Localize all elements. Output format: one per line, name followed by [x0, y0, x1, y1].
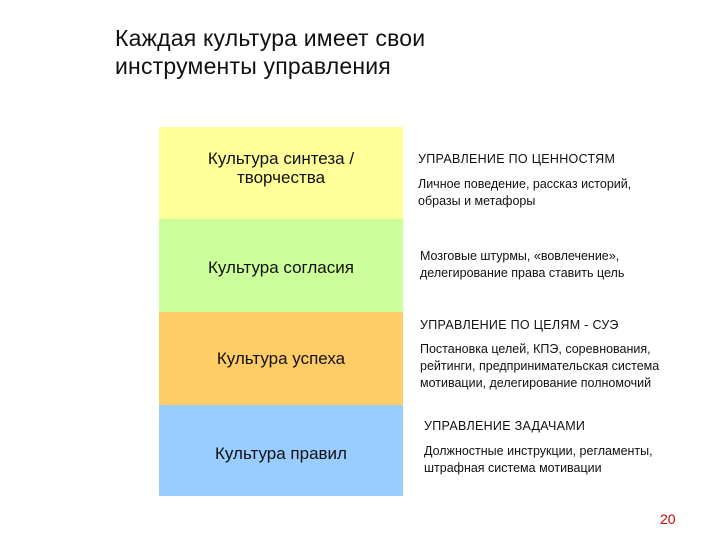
culture-block-success	[159, 312, 403, 405]
goals-text	[420, 341, 659, 392]
values-consent-line-1: Мозговые штурмы, «вовлечение»,	[420, 249, 620, 263]
culture-rules-line-1: Культура правил	[215, 443, 347, 463]
tasks-line-2: штрафная система мотивации	[424, 461, 602, 475]
values-synthesis-line-1: Личное поведение, рассказ историй,	[418, 177, 632, 191]
values-header: УПРАВЛЕНИЕ ПО ЦЕННОСТЯМ	[418, 152, 616, 166]
slide-title-line-2: инструменты управления	[115, 53, 391, 79]
culture-label	[208, 258, 354, 277]
goals-line-2: рейтинги, предпринимательская система	[420, 359, 660, 373]
culture-label	[217, 349, 345, 368]
culture-consent-line-1: Культура согласия	[208, 258, 354, 277]
culture-label	[208, 149, 354, 187]
culture-success-line-1: Культура успеха	[216, 349, 346, 368]
goals-header: УПРАВЛЕНИЕ ПО ЦЕЛЯМ - СУЭ	[420, 318, 619, 332]
tasks-text	[424, 443, 653, 477]
tasks-header: УПРАВЛЕНИЕ ЗАДАЧАМИ	[424, 419, 586, 433]
culture-block-rules	[159, 405, 403, 496]
values-synthesis-text	[418, 176, 631, 210]
page-number: 20	[660, 511, 676, 527]
culture-block-consent	[159, 219, 403, 312]
slide-title-line-1: Каждая культура имеет свои	[115, 25, 426, 51]
goals-line-3: мотивации, делегирование полномочий	[420, 376, 652, 390]
slide-title	[115, 24, 675, 80]
culture-synthesis-line-2: творчества	[236, 168, 326, 187]
values-consent-text	[420, 248, 624, 282]
values-synthesis-line-2: образы и метафоры	[418, 194, 536, 208]
tasks-line-1: Должностные инструкции, регламенты,	[424, 444, 653, 458]
culture-label	[215, 444, 347, 463]
goals-line-1: Постановка целей, КПЭ, соревнования,	[420, 342, 651, 356]
culture-synthesis-line-1: Культура синтеза /	[207, 149, 355, 168]
values-consent-line-2: делегирование права ставить цель	[420, 266, 625, 280]
culture-block-synthesis	[159, 127, 403, 219]
